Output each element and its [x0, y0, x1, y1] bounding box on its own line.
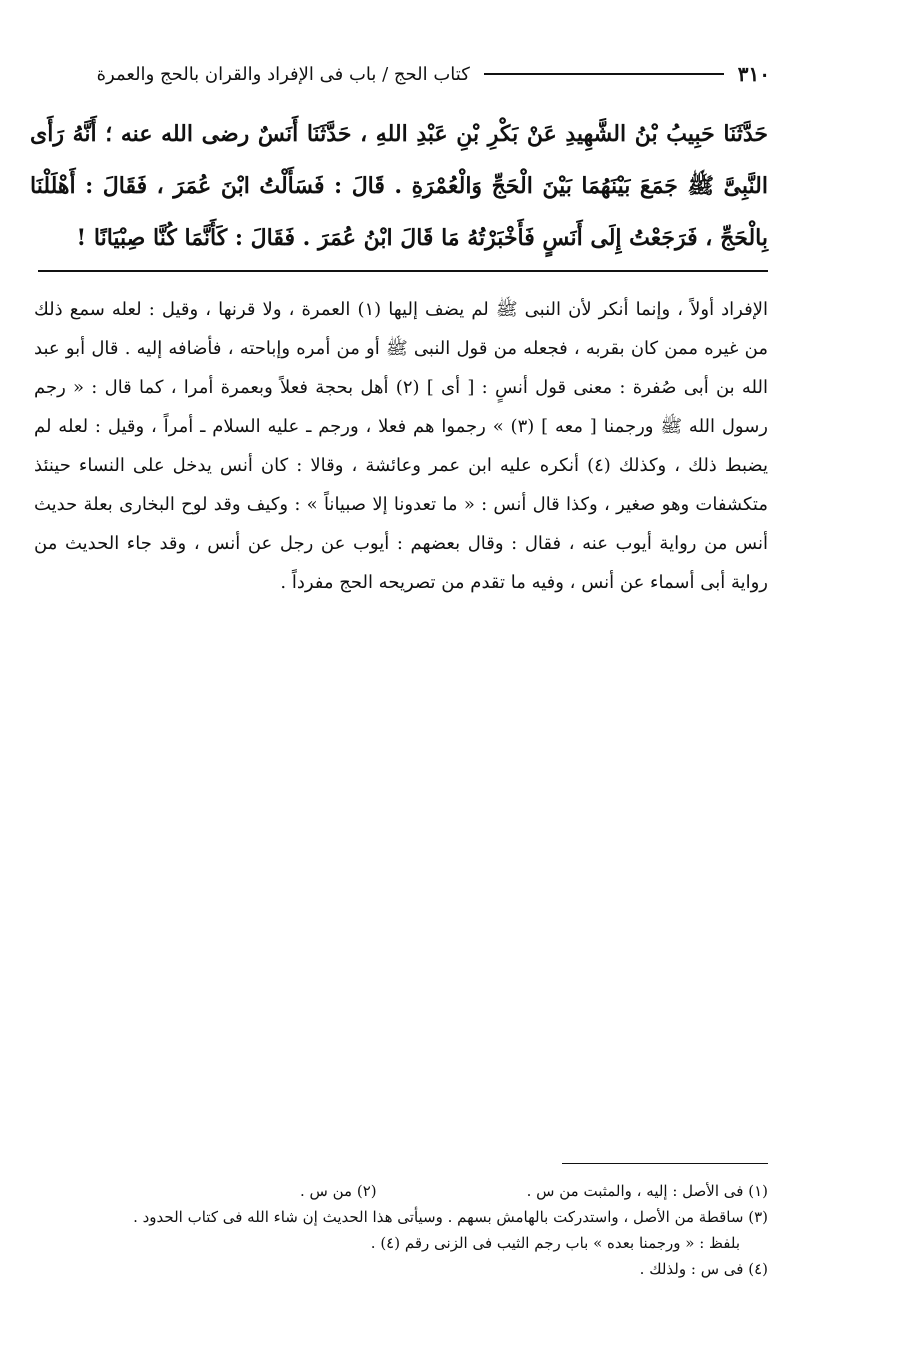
- commentary-block: [34, 290, 768, 602]
- hadith-text-block: [30, 108, 768, 264]
- footnote-2: (٢) من س .: [300, 1182, 377, 1200]
- page-number: ٣١٠: [737, 62, 770, 86]
- footnotes-block: [34, 1178, 768, 1282]
- footnote-1: (١) فى الأصل : إليه ، والمثبت من س .: [526, 1182, 768, 1200]
- footnote-line-1: [34, 1178, 768, 1204]
- footnote-separator-rule: [562, 1163, 768, 1164]
- footnote-3-continuation: بلفظ : « ورجمنا بعده » باب رجم الثيب فى الزنى رقم (٤) .: [370, 1234, 740, 1252]
- text-separator-rule: [38, 270, 768, 272]
- page-header: [30, 60, 770, 88]
- commentary-text: الإفراد أولاً ، وإنما أنكر لأن النبى ﷺ لم يضف إليها (١) العمرة ، ولا قرنها ، وقيل : لعله سمع ذلك من غيره ممن كان بقربه ، فجعله من قول النبى ﷺ أو من أمره وإباحته ، فأضافه إليه . قال أبو عبد الله بن أبى صُفرة : معنى قول أنسٍ : [ أى ] (٢) أهل بحجة فعلاً وبعمرة أمرا ، كما قال : « رجم رسول الله ﷺ ورجمنا [ معه ] (٣) » رجموا هم فعلا ، ورجم ـ عليه السلام ـ أمراً ، وقيل : لعله لم يضبط ذلك ، وكذلك (٤) أنكره عليه ابن عمر وعائشة ، وقالا : كان أنس يدخل على النساء حينئذ متكشفات وهو صغير ، وكذا قال أنس : « ما تعدونا إلا صبياناً » : وكيف وقد لوح البخارى بعلة حديث أنس من رواية أيوب عنه ، فقال : وقال بعضهم : أيوب عن رجل عن أنس ، وقد جاء الحديث من رواية أبى أسماء عن أنس ، وفيه ما تقدم من تصريحه الحج مفرداً .: [34, 299, 769, 593]
- header-rule: [484, 73, 724, 75]
- hadith-text: حَدَّثَنَا حَبِيبُ بْنُ الشَّهِيدِ عَنْ بَكْرِ بْنِ عَبْدِ اللهِ ، حَدَّثَنَا أَنَسٌ رضى الله عنه ؛ أَنَّهُ رَأَى النَّبِىَّ ﷺ جَمَعَ بَيْنَهُمَا بَيْنَ الْحَجِّ وَالْعُمْرَةِ . قَالَ : فَسَأَلْتُ ابْنَ عُمَرَ ، فَقَالَ : أَهْلَلْنَا بِالْحَجِّ ، فَرَجَعْتُ إِلَى أَنَسٍ فَأَخْبَرْتُهُ مَا قَالَ ابْنُ عُمَرَ . فَقَالَ : كَأَنَّمَا كُنَّا صِبْيَانًا !: [30, 121, 768, 251]
- footnote-4: (٤) فى س : ولذلك .: [639, 1260, 768, 1278]
- footnote-3: (٣) ساقطة من الأصل ، واستدركت بالهامش بسهم . وسيأتى هذا الحديث إن شاء الله فى كتاب الحدود .: [133, 1208, 768, 1226]
- running-title: كتاب الحج / باب فى الإفراد والقران بالحج والعمرة: [96, 63, 470, 85]
